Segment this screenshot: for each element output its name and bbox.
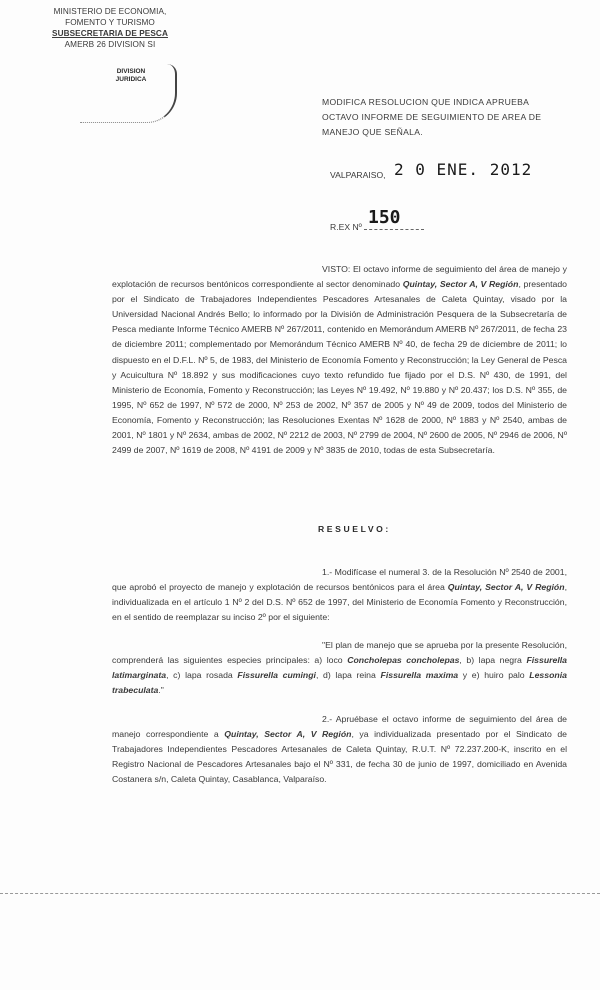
resolution-heading: MODIFICA RESOLUCION QUE INDICA APRUEBA OCTAVO INFORME DE SEGUIMIENTO DE AREA DE MANEJO QUE SEÑALA. — [322, 97, 542, 137]
stamp-line-2: JURIDICA — [115, 76, 147, 83]
quote-text-4: , d) lapa reina — [315, 670, 376, 681]
species-lapa-rosada: Fissurella cumingi — [237, 670, 316, 681]
species-loco: Concholepas concholepas — [347, 655, 460, 666]
date-handwritten: 2 0 ENE. 2012 — [394, 160, 533, 179]
stamp-line-1: DIVISION — [116, 68, 146, 75]
resuelvo-heading: RESUELVO: — [318, 524, 391, 534]
visto-paragraph — [112, 262, 567, 458]
visto-text-1: VISTO: El octavo informe de seguimiento del área de manejo y explotación de recursos bentónicos correspondiente al sector denominado — [112, 264, 567, 290]
species-lapa-negra: Fissurella latimarginata — [112, 655, 567, 681]
item-2-text-2: , ya individualizada presentado por el Sindicato de Trabajadores Independientes Pescadores Artesanales de Caleta Quintay, R.U.T. Nº 72.237.200-K, inscrito en el Registro Nacional de Pescadores Artesanales bajo el Nº 331, de fecha 30 de junio de 1997, domiciliado en Avenida Costanera s/n, Caleta Quintay, Casablanca, Valparaíso. — [112, 729, 567, 785]
species-lapa-reina: Fissurella maxima — [380, 670, 459, 681]
species-huiro-palo: Lessonia trabeculata — [112, 670, 567, 696]
rex-number: 150 — [368, 207, 401, 228]
quote-text-5: y e) huiro palo — [462, 670, 525, 681]
letterhead-subsecretaria: SUBSECRETARIA DE PESCA — [52, 29, 168, 38]
page-bottom-rule — [0, 893, 600, 895]
item-2-sector: Quintay, Sector A, V Región — [224, 729, 352, 740]
quote-text-3: , c) lapa rosada — [166, 670, 233, 681]
juridica-stamp — [86, 68, 176, 118]
item-1-paragraph — [112, 565, 567, 625]
quote-text-1: "El plan de manejo que se aprueba por la presente Resolución, comprenderá las siguientes especies principales: a) loco — [112, 640, 567, 666]
visto-text-2: , presentado por el Sindicato de Trabajadores Independientes Pescadores Artesanales de Caleta Quintay, visado por la Universidad Nacional Andrés Bello; lo informado por la División de Administración Pesquera de la Subsecretaría de Pesca mediante Informe Técnico AMERB Nº 267/2011, contenido en Memorándum AMERB Nº 267/2011, de fecha 23 de diciembre 2011; complementado por Memorándum Técnico AMERB Nº 40, de fecha 29 de diciembre de 2011; lo dispuesto en el D.F.L. Nº 5, de 1983, del Ministerio de Economía Fomento y Reconstrucción; la Ley General de Pesca y Acuicultura Nº 18.892 y sus modificaciones cuyo texto refundido fue fijado por el D.S. Nº 430, de 1991, del Ministerio de Economía, Fomento y Reconstrucción; las Leyes Nº 19.492, Nº 19.880 y Nº 20.437; los D.S. Nº 355, de 1995, Nº 652 de 1997, Nº 572 de 2000, Nº 253 de 2002, Nº 357 de 2005 y Nº 49 de 2009, todos del Ministerio de Economía, Fomento y Reconstrucción; las Resoluciones Exentas Nº 1628 de 2000, Nº 1883 y Nº 2540, ambas de 2001, Nº 1801 y Nº 2634, ambas de 2002, Nº 2212 de 2003, Nº 2799 de 2004, Nº 2600 de 2005, Nº 2946 de 2006, Nº 2499 de 2007, Nº 1619 de 2008, Nº 4191 de 2009 y Nº 3835 de 2010, todas de esta Subsecretaría. — [112, 279, 567, 456]
item-1-text-1: 1.- Modifícase el numeral 3. de la Resolución Nº 2540 de 2001, que aprobó el proyecto de manejo y explotación de recursos bentónicos para el área — [112, 567, 567, 593]
item-2-text-1: 2.- Apruébase el octavo informe de seguimiento del área de manejo correspondiente a — [112, 714, 567, 740]
quote-text-2: , b) lapa negra — [459, 655, 522, 666]
letterhead-reference: AMERB 26 DIVISION SI — [64, 40, 156, 49]
visto-sector: Quintay, Sector A, V Región — [402, 279, 519, 290]
quote-text-6: ." — [158, 685, 164, 696]
item-2-paragraph — [112, 712, 567, 787]
item-1-text-2: , individualizada en el artículo 1 Nº 2 del D.S. Nº 652 de 1997, del Ministerio de Economía Fomento y Reconstrucción, en el sentido de reemplazar su inciso 2º por el siguiente: — [112, 582, 567, 623]
letterhead-ministry-sub: FOMENTO Y TURISMO — [65, 18, 155, 27]
quote-paragraph — [112, 638, 567, 698]
letterhead — [50, 6, 170, 50]
date-place: VALPARAISO, — [330, 170, 386, 180]
rex-label: R.EX Nº — [330, 222, 362, 232]
item-1-sector: Quintay, Sector A, V Región — [447, 582, 565, 593]
letterhead-ministry: MINISTERIO DE ECONOMIA, — [53, 7, 167, 16]
